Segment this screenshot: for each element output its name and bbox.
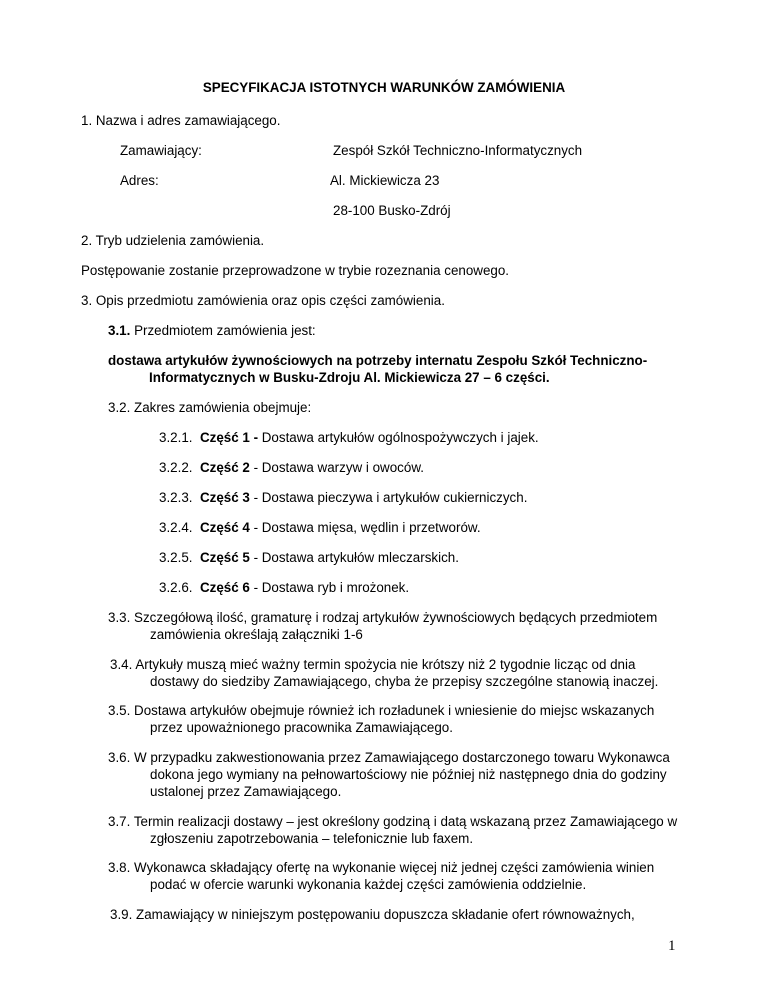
paragraph-3-6-line-3: ustalonej przez Zamawiającego. <box>150 784 342 799</box>
paragraph-3-1 <box>108 323 316 339</box>
paragraph-3-8-line-2: podać w ofercie warunki wykonania każdej części zamówienia oddzielnie. <box>150 877 587 892</box>
paragraph-3-4-line-1: 3.4. Artykuły muszą mieć ważny termin spożycia nie krótszy niż 2 tygodnie licząc od dnia <box>110 657 636 672</box>
address-city: 28-100 Busko-Zdrój <box>333 203 451 218</box>
part-number: 3.2.4. <box>159 520 193 535</box>
paragraph-3-7-line-1: 3.7. Termin realizacji dostawy – jest określony godziną i datą wskazaną przez Zamawiającego w <box>108 814 678 829</box>
paragraph-3-3-line-1: 3.3. Szczegółową ilość, gramaturę i rodzaj artykułów żywnościowych będących przedmiotem <box>108 610 658 625</box>
page-number: 1 <box>668 938 676 954</box>
subject-line-2: Informatycznych w Busku-Zdroju Al. Mickiewicza 27 – 6 części. <box>149 370 550 385</box>
part-description: - Dostawa warzyw i owoców. <box>249 460 424 475</box>
part-label: Część 1 - <box>199 430 259 445</box>
document-title: SPECYFIKACJA ISTOTNYCH WARUNKÓW ZAMÓWIENIA <box>202 80 566 95</box>
part-number: 3.2.6. <box>159 580 193 595</box>
list-item <box>159 580 409 596</box>
paragraph-3-9: 3.9. Zamawiający w niniejszym postępowaniu dopuszcza składanie ofert równoważnych, <box>110 907 635 922</box>
list-item <box>159 430 539 446</box>
address-label: Adres: <box>120 173 159 188</box>
paragraph-3-6-line-2: dokona jego wymiany na pełnowartościowy nie później niż następnego dnia do godziny <box>150 767 667 782</box>
list-item <box>159 520 481 536</box>
part-number: 3.2.5. <box>159 550 193 565</box>
paragraph-3-4-line-2: dostawy do siedziby Zamawiającego, chyba że przepisy szczególne stanowią inaczej. <box>150 674 659 689</box>
address-street: Al. Mickiewicza 23 <box>330 173 440 188</box>
part-label: Część 3 <box>199 490 250 505</box>
section-3-heading: 3. Opis przedmiotu zamówienia oraz opis części zamówienia. <box>81 293 445 308</box>
section-2-text: Postępowanie zostanie przeprowadzone w trybie rozeznania cenowego. <box>81 263 510 278</box>
paragraph-3-1-text: Przedmiotem zamówienia jest: <box>130 323 316 338</box>
paragraph-3-5-line-2: przez upoważnionego pracownika Zamawiającego. <box>150 720 453 735</box>
paragraph-3-5-line-1: 3.5. Dostawa artykułów obejmuje również ich rozładunek i wniesienie do miejsc wskazanych <box>108 703 655 718</box>
ordering-party-label: Zamawiający: <box>120 143 202 158</box>
paragraph-3-6-line-1: 3.6. W przypadku zakwestionowania przez Zamawiającego dostarczonego towaru Wykonawca <box>108 750 670 765</box>
list-item <box>159 460 424 476</box>
part-number: 3.2.2. <box>159 460 193 475</box>
section-2-heading: 2. Tryb udzielenia zamówienia. <box>81 233 265 248</box>
part-number: 3.2.3. <box>159 490 193 505</box>
paragraph-3-7-line-2: zgłoszeniu zapotrzebowania – telefonicznie lub faxem. <box>150 831 474 846</box>
section-1-heading: 1. Nazwa i adres zamawiającego. <box>81 113 281 128</box>
paragraph-3-2: 3.2. Zakres zamówienia obejmuje: <box>108 400 312 415</box>
part-description: Dostawa artykułów ogólnospożywczych i jajek. <box>258 430 539 445</box>
part-description: - Dostawa artykułów mleczarskich. <box>249 550 459 565</box>
paragraph-3-3-line-2: zamówienia określają załączniki 1-6 <box>150 627 363 642</box>
paragraph-3-1-number: 3.1. <box>108 323 131 338</box>
list-item <box>159 550 459 566</box>
part-number: 3.2.1. <box>159 430 193 445</box>
part-description: - Dostawa pieczywa i artykułów cukierniczych. <box>249 490 528 505</box>
part-label: Część 6 <box>199 580 250 595</box>
list-item <box>159 490 527 506</box>
subject-line-1: dostawa artykułów żywnościowych na potrzeby internatu Zespołu Szkół Techniczno- <box>108 353 648 368</box>
part-description: - Dostawa ryb i mrożonek. <box>249 580 410 595</box>
paragraph-3-8-line-1: 3.8. Wykonawca składający ofertę na wykonanie więcej niż jednej części zamówienia winien <box>108 860 655 875</box>
part-description: - Dostawa mięsa, wędlin i przetworów. <box>249 520 481 535</box>
part-label: Część 5 <box>199 550 250 565</box>
ordering-party-value: Zespół Szkół Techniczno-Informatycznych <box>333 143 583 158</box>
part-label: Część 2 <box>199 460 250 475</box>
part-label: Część 4 <box>199 520 250 535</box>
